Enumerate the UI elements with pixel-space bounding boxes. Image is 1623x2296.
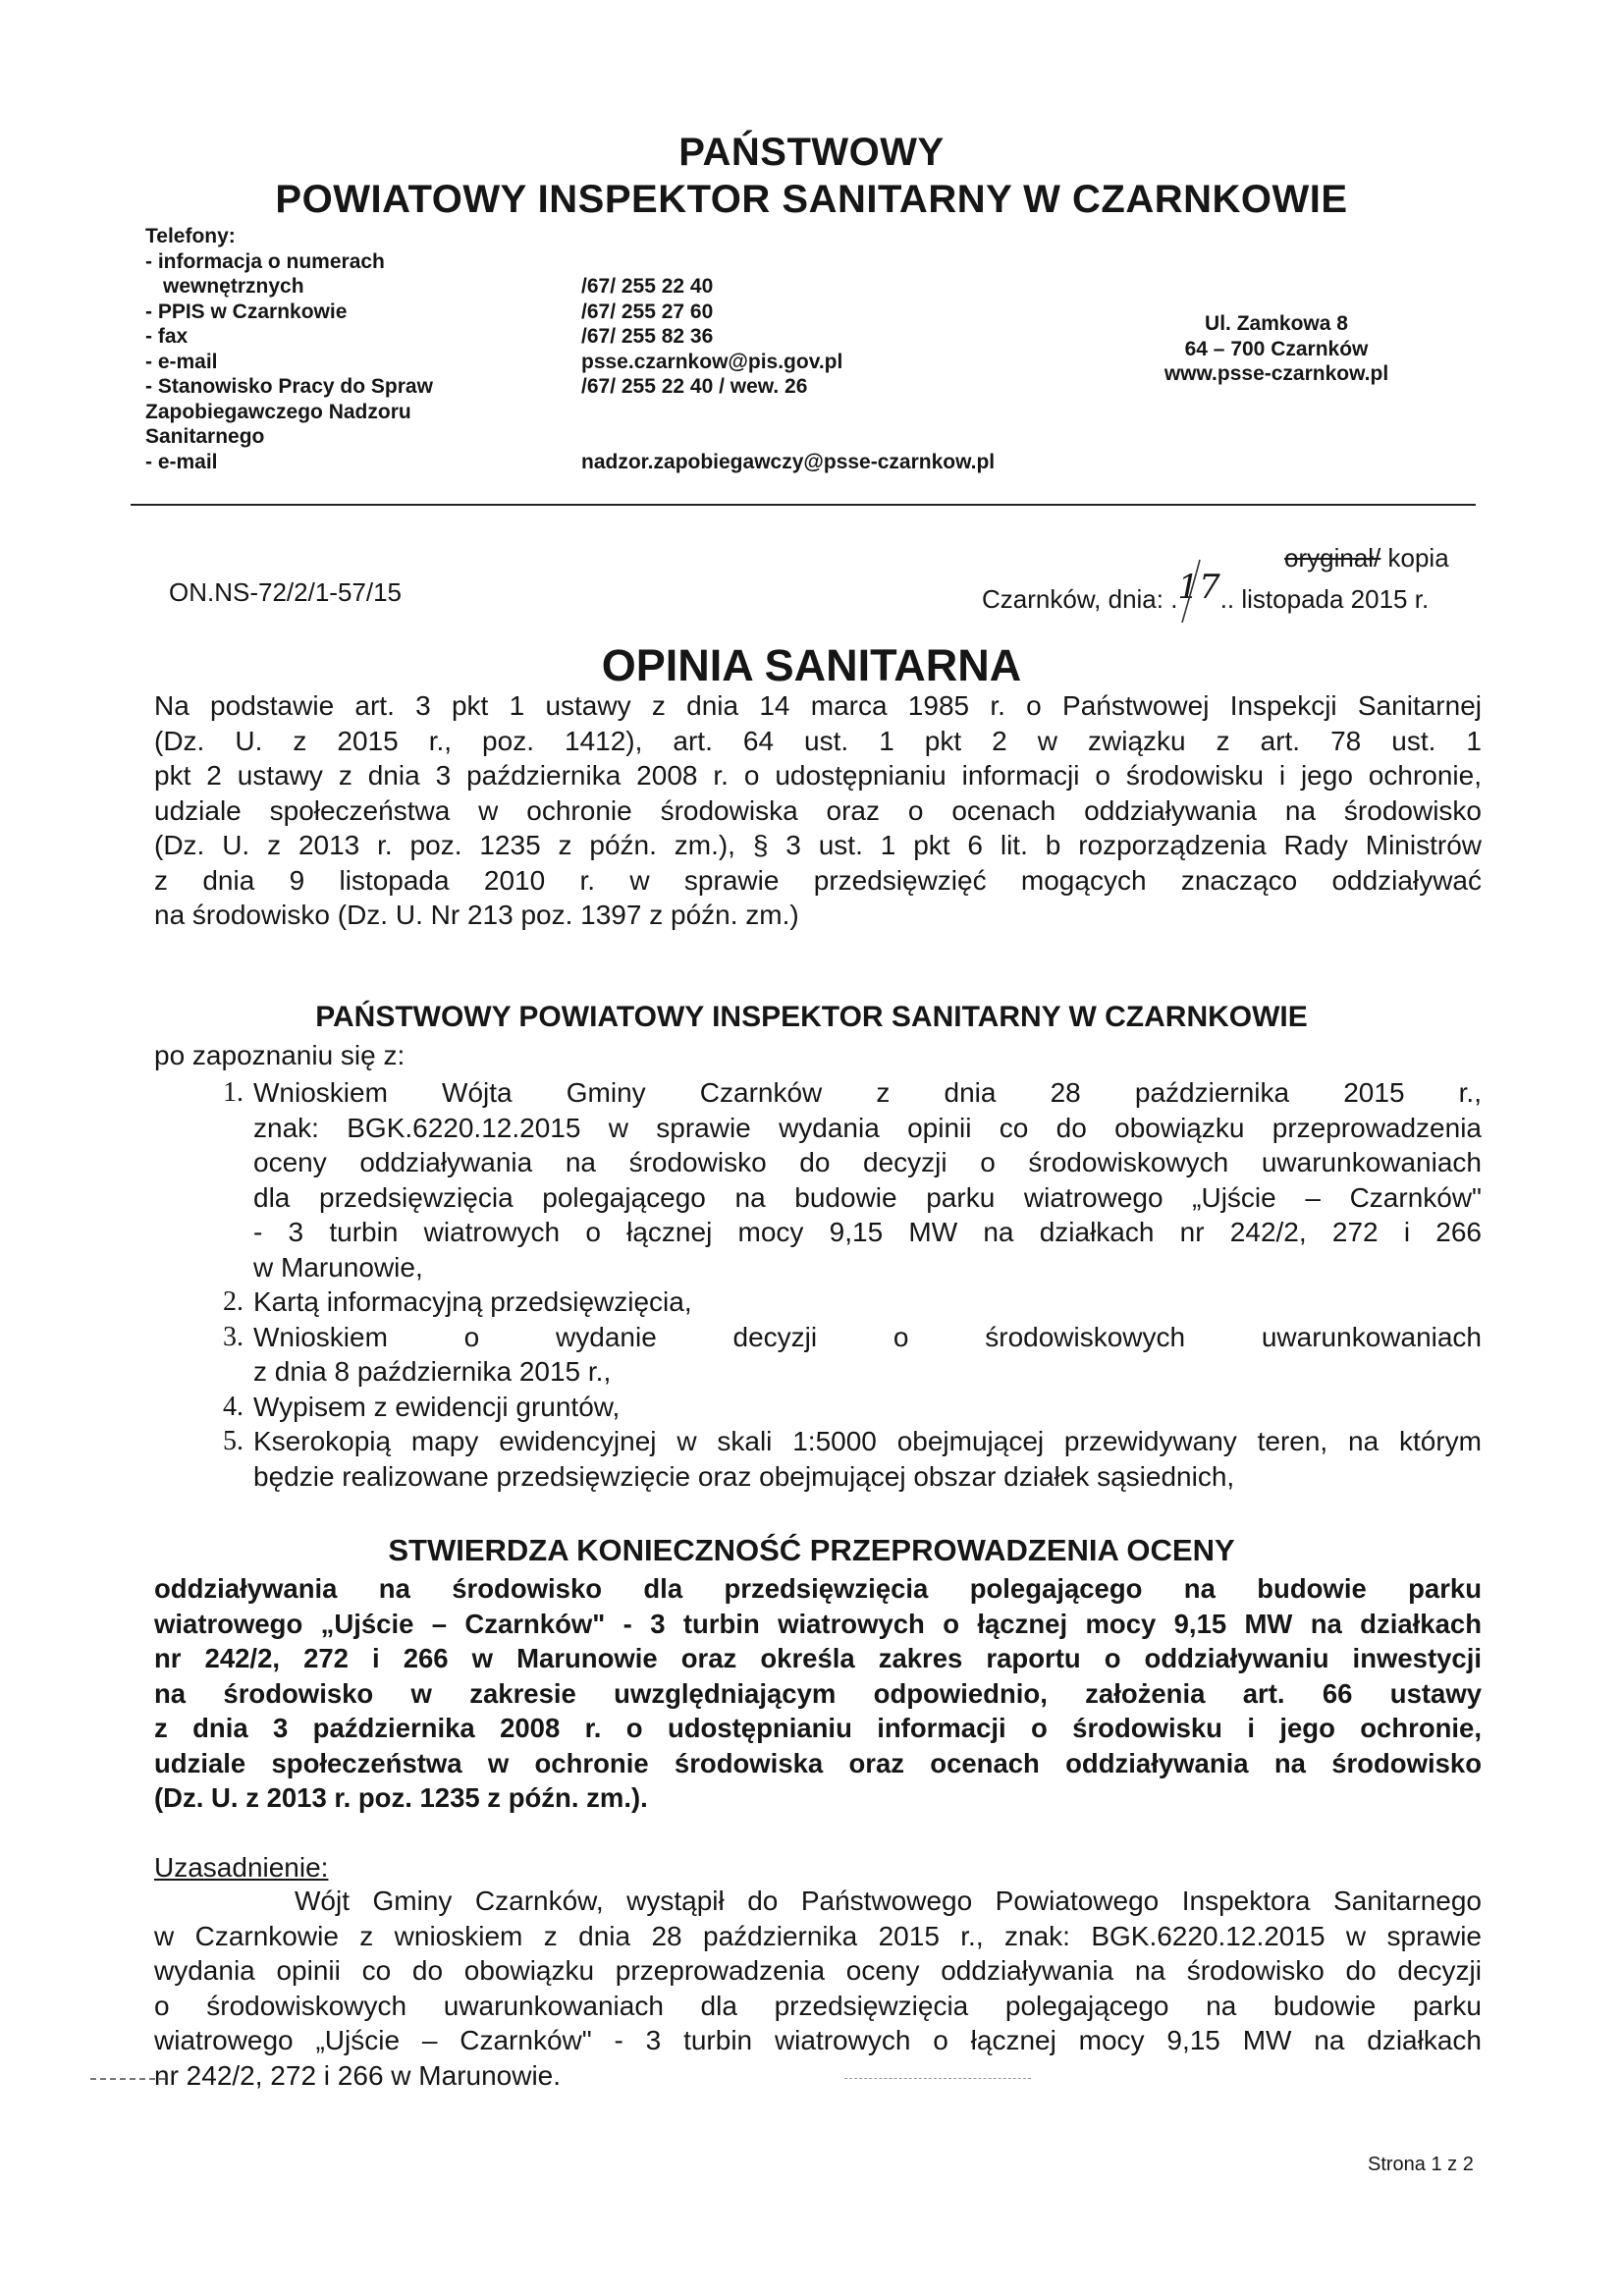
contact-label: wewnętrznych [163, 275, 304, 298]
documents-list [223, 1075, 1482, 1494]
copy-status [1284, 543, 1449, 574]
list-item-line: znak: BGK.6220.12.2015 w sprawie wydania opinii co do obowiązku przeprowadzenia [253, 1112, 1482, 1143]
contact-label: - informacja o numerach [145, 249, 385, 273]
contact-label: Zapobiegawczego Nadzoru [145, 400, 411, 423]
list-item-line: Kartą informacyjną przedsięwzięcia, [253, 1286, 692, 1317]
list-item-number: 1. [223, 1077, 243, 1108]
phone-stanowisko: /67/ 255 22 40 / wew. 26 [581, 375, 808, 398]
decision-line: (Dz. U. z 2013 r. poz. 1235 z późn. zm.). [154, 1782, 648, 1813]
handwritten-mark [1174, 556, 1208, 627]
header-divider [131, 504, 1476, 506]
list-item-line: w Marunowie, [253, 1251, 423, 1283]
list-item-number: 5. [223, 1426, 243, 1456]
decision-paragraph [154, 1571, 1482, 1816]
scan-artifact-line [90, 2078, 165, 2080]
intro-line: pkt 2 ustawy z dnia 3 października 2008 r. o udostępnianiu informacji o środowisku i jego ochronie, [154, 760, 1482, 791]
contact-label: - e-mail [145, 450, 218, 473]
list-item-number: 4. [223, 1391, 243, 1422]
justification-label: Uzasadnienie: [154, 1852, 329, 1883]
list-item [223, 1285, 1482, 1320]
intro-line: (Dz. U. z 2015 r., poz. 1412), art. 64 ust. 1 pkt 2 w związku z art. 78 ust. 1 [154, 725, 1482, 756]
copy-label: kopia [1380, 543, 1449, 573]
justification-line: nr 242/2, 272 i 266 w Marunowie. [154, 2059, 562, 2091]
header-title-line1: PAŃSTWOWY [678, 131, 945, 174]
list-item-line: Kserokopią mapy ewidencyjnej w skali 1:5000 obejmującej przewidywany teren, na którym [253, 1426, 1482, 1456]
phone-fax: /67/ 255 82 36 [581, 325, 714, 348]
list-item-line: Wnioskiem o wydanie decyzji o środowiskowych uwarunkowaniach [253, 1321, 1482, 1352]
justification-line: wiatrowego „Ujście – Czarnków" - 3 turbin wiatrowych o łącznej mocy 9,15 MW na działkach [154, 2025, 1482, 2055]
address-street: Ul. Zamkowa 8 [1205, 312, 1348, 335]
decision-line: na środowisko w zakresie uwzględniającym odpowiednio, założenia art. 66 ustawy [154, 1677, 1482, 1709]
reference-number: ON.NS-72/2/1-57/15 [169, 577, 403, 607]
justification-line: Wójt Gminy Czarnków, wystąpił do Państwowego Powiatowego Inspektora Sanitarnego [295, 1886, 1482, 1916]
justification-line: w Czarnkowie z wnioskiem z dnia 28 października 2015 r., znak: BGK.6220.12.2015 w sprawie [154, 1920, 1482, 1951]
copy-original-struck: oryginał/ [1284, 543, 1381, 573]
page-number: Strona 1 z 2 [1368, 2154, 1474, 2175]
list-item-line: z dnia 8 października 2015 r., [253, 1356, 612, 1387]
contact-labels [145, 224, 433, 474]
authority-heading: PAŃSTWOWY POWIATOWY INSPEKTOR SANITARNY W CZARNKOWIE [315, 1001, 1308, 1033]
list-item-number: 2. [223, 1286, 243, 1317]
address-city: 64 – 700 Czarnków [1184, 337, 1369, 360]
contact-values [581, 274, 842, 400]
place-date-prefix: Czarnków, dnia: . [982, 584, 1178, 614]
list-item-line: dla przedsięwzięcia polegającego na budowie parku wiatrowego „Ujście – Czarnków" [253, 1181, 1482, 1213]
list-item [223, 1390, 1482, 1425]
contact-label: - Stanowisko Pracy do Spraw [145, 375, 433, 398]
contact-label: - fax [145, 325, 189, 348]
intro-line: na środowisko (Dz. U. Nr 213 poz. 1397 z późn. zm.) [154, 900, 799, 930]
intro-line: udziale społeczeństwa w ochronie środowiska oraz o ocenach oddziaływania na środowisko [154, 794, 1482, 826]
justification-line: o środowiskowych uwarunkowaniach dla przedsięwzięcia polegającego na budowie parku [154, 1990, 1482, 2021]
list-item-line: będzie realizowane przedsięwzięcie oraz obejmującej obszar działek sąsiednich, [253, 1460, 1235, 1492]
document-title: OPINIA SANITARNA [601, 640, 1022, 690]
list-item-number: 3. [223, 1321, 243, 1352]
phone-ppis: /67/ 255 27 60 [581, 300, 714, 323]
list-item-line: Wnioskiem Wójta Gminy Czarnków z dnia 28 października 2015 r., [253, 1077, 1482, 1108]
list-item-line: Wypisem z ewidencji gruntów, [253, 1391, 621, 1422]
email-psse[interactable]: psse.czarnkow@pis.gov.pl [581, 350, 843, 373]
address-block [1149, 311, 1404, 387]
decision-line: nr 242/2, 272 i 266 w Marunowie oraz określa zakres raportu o oddziaływaniu inwestycji [154, 1643, 1482, 1673]
place-date-suffix: .. listopada 2015 r. [1219, 584, 1430, 614]
justification-line: wydania opinii co do obowiązku przeprowadzenia oceny oddziaływania na środowisko do decyzji [154, 1955, 1482, 1986]
scan-artifact-line [844, 2078, 1031, 2079]
handwritten-day: 17 [1177, 568, 1220, 607]
intro-line: Na podstawie art. 3 pkt 1 ustawy z dnia 14 marca 1985 r. o Państwowej Inspekcji Sanitarnej [154, 690, 1482, 721]
justification-paragraph [154, 1884, 1482, 2093]
decision-line: oddziaływania na środowisko dla przedsięwzięcia polegającego na budowie parku [154, 1573, 1482, 1604]
list-item [223, 1320, 1482, 1390]
contact-label: - e-mail [145, 350, 218, 373]
intro-line: (Dz. U. z 2013 r. poz. 1235 z późn. zm.), § 3 ust. 1 pkt 6 lit. b rozporządzenia Rady Ministrów [154, 830, 1482, 860]
decision-heading: STWIERDZA KONIECZNOŚĆ PRZEPROWADZENIA OCENY [388, 1533, 1235, 1567]
header-title-line2: POWIATOWY INSPEKTOR SANITARNY W CZARNKOWIE [275, 178, 1348, 221]
decision-line: udziale społeczeństwa w ochronie środowiska oraz ocenach oddziaływania na środowisko [154, 1747, 1482, 1778]
list-item [223, 1075, 1482, 1285]
intro-paragraph [154, 688, 1482, 933]
decision-line: z dnia 3 października 2008 r. o udostępnianiu informacji o środowisku i jego ochronie, [154, 1713, 1482, 1743]
list-item-line: - 3 turbin wiatrowych o łącznej mocy 9,15 MW na działkach nr 242/2, 272 i 266 [253, 1217, 1482, 1247]
phone-info: /67/ 255 22 40 [581, 275, 714, 298]
familiar-label: po zapoznaniu się z: [154, 1040, 406, 1070]
contact-label: Sanitarnego [145, 425, 265, 448]
list-item [223, 1424, 1482, 1494]
address-website[interactable]: www.psse-czarnkow.pl [1163, 362, 1389, 385]
contact-label: - PPIS w Czarnkowie [145, 300, 348, 323]
list-item-line: oceny oddziaływania na środowisko do decyzji o środowiskowych uwarunkowaniach [253, 1147, 1482, 1177]
intro-line: z dnia 9 listopada 2010 r. w sprawie przedsięwzięć mogących znacząco oddziaływać [154, 864, 1482, 896]
email-nadzor[interactable]: nadzor.zapobiegawczy@psse-czarnkow.pl [581, 451, 996, 473]
decision-line: wiatrowego „Ujście – Czarnków" - 3 turbin wiatrowych o łącznej mocy 9,15 MW na działkach [154, 1608, 1482, 1639]
phones-heading: Telefony: [145, 225, 236, 247]
